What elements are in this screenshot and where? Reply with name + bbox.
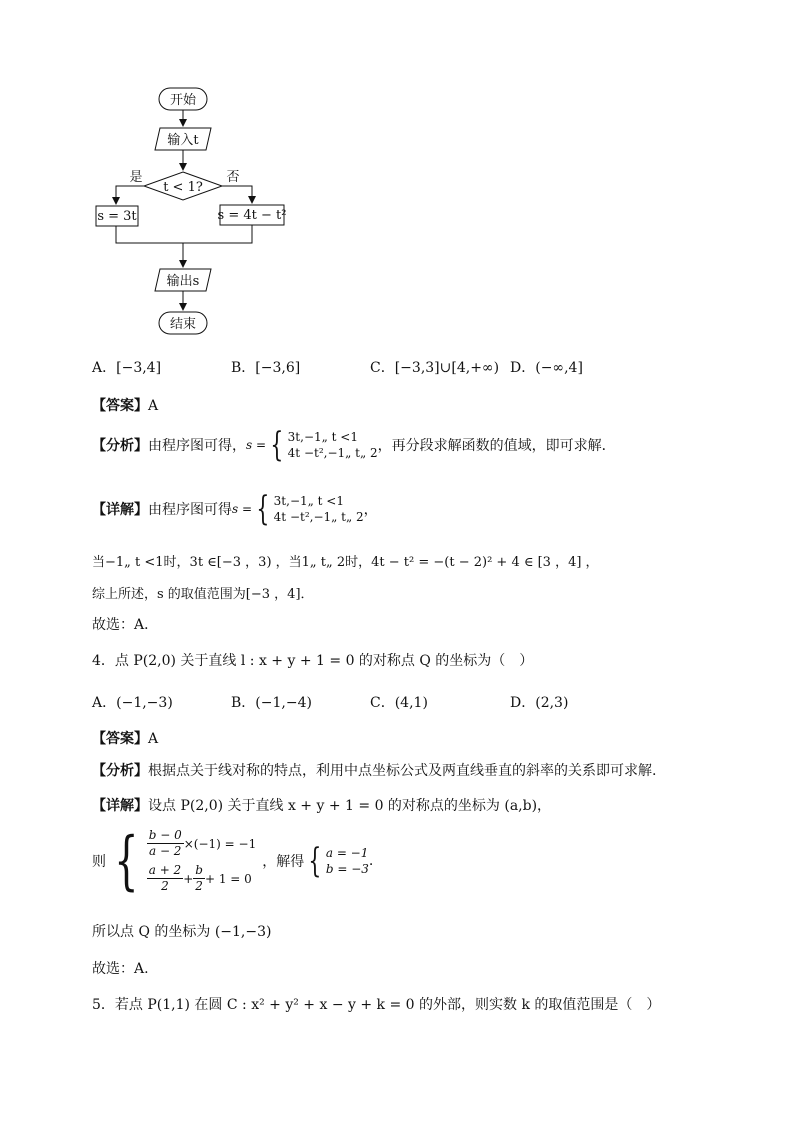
eq1-numerator: b − 0: [148, 828, 182, 842]
solve-label: ，解得: [262, 854, 305, 870]
yes-label: 是: [129, 170, 143, 185]
option-letter: D．: [510, 360, 536, 376]
option-value: (2,3): [535, 695, 569, 711]
then-label: 则: [92, 854, 106, 870]
piecewise: [266, 425, 378, 465]
equation-1: [147, 828, 256, 859]
eq2-numerator-1: a + 2: [148, 863, 182, 877]
q4-option-a[interactable]: [92, 692, 173, 712]
detail-text: 设点 P(2,0) 关于直线 x + y + 1 = 0 的对称点的坐标为 (a,b)，: [148, 798, 552, 814]
analysis-text-end: ，再分段求解函数的值域，即可求解．: [377, 438, 616, 454]
right-box-label: s = 4t − t²: [217, 208, 287, 223]
answer-value: A: [148, 398, 159, 414]
analysis-text: 由程序图可得，: [148, 438, 246, 454]
end-label: 结束: [169, 317, 197, 332]
equation-2: [147, 863, 256, 894]
q4-stem: 4．点 P(2,0) 关于直线 l : x + y + 1 = 0 的对称点 Q 的坐标为（ ）: [92, 653, 534, 669]
q4-option-d[interactable]: [510, 692, 568, 712]
q3-option-a[interactable]: [92, 357, 161, 377]
q3-option-c[interactable]: [370, 357, 499, 377]
option-letter: B．: [231, 695, 256, 711]
option-value: [−3,4]: [116, 360, 162, 376]
q4-analysis: [92, 760, 656, 780]
option-value: (−∞,4]: [535, 360, 583, 376]
option-letter: C．: [370, 360, 395, 376]
piecewise-lhs: s =: [246, 438, 267, 452]
q5-stem: 5．若点 P(1,1) 在圆 C : x² + y² + x − y + k = 0 的外部，则实数 k 的取值范围是（ ）: [92, 997, 661, 1013]
q3-answer: [92, 395, 158, 415]
q4-option-c[interactable]: [370, 692, 428, 712]
q3-option-d[interactable]: [510, 357, 583, 377]
q3-analysis: [92, 425, 616, 465]
solution-b: b = −3: [325, 862, 369, 876]
eq2-rest: + 1 = 0: [204, 871, 252, 886]
q4-system: [92, 824, 374, 898]
answer-label: 【答案】: [92, 731, 148, 747]
brace-icon: {: [308, 841, 322, 881]
analysis-text: 根据点关于线对称的特点，利用中点坐标公式及两直线垂直的斜率的关系即可求解.: [148, 763, 657, 779]
option-value: (−1,−4): [255, 695, 312, 711]
q4-choose: 故选：A.: [92, 961, 149, 977]
input-label: 输入t: [167, 133, 199, 148]
answer-value: A: [148, 731, 159, 747]
output-label: 输出s: [166, 274, 200, 289]
answer-label: 【答案】: [92, 398, 148, 414]
brace-icon: {: [114, 824, 139, 898]
q4-option-b[interactable]: [231, 692, 312, 712]
option-value: [−3,3]∪[4,+∞): [394, 360, 500, 376]
analysis-label: 【分析】: [92, 438, 148, 454]
option-value: [−3,6]: [255, 360, 301, 376]
detail-label: 【详解】: [92, 798, 148, 814]
flowchart: [80, 80, 320, 340]
brace-icon: {: [270, 425, 284, 465]
piecewise-lhs: s =: [232, 502, 253, 516]
detail-label: 【详解】: [92, 502, 148, 518]
eq2-denominator-2: 2: [195, 879, 203, 893]
q3-line3: 故选：A．: [92, 617, 159, 633]
detail-text: 由程序图可得: [148, 502, 232, 518]
option-letter: A．: [92, 360, 117, 376]
eq1-denominator: a − 2: [148, 844, 182, 858]
eq2-plus: +: [183, 871, 194, 886]
piece-case-2: 4t −t²,−1„ t„ 2: [273, 510, 364, 524]
eq1-rest: ×(−1) = −1: [183, 836, 257, 851]
condition-label: t < 1?: [163, 180, 203, 195]
start-label: 开始: [169, 93, 197, 108]
analysis-label: 【分析】: [92, 763, 148, 779]
q4-answer: [92, 728, 158, 748]
detail-text-end: ，: [363, 502, 378, 518]
piece-case-1: 3t,−1„ t <1: [287, 430, 358, 444]
eq2-denominator-1: 2: [161, 879, 169, 893]
brace-icon: {: [256, 489, 270, 529]
no-label: 否: [226, 170, 240, 185]
piece-case-1: 3t,−1„ t <1: [273, 494, 344, 508]
option-letter: C．: [370, 695, 395, 711]
option-letter: D．: [510, 695, 536, 711]
q4-detail: [92, 795, 551, 815]
eq2-numerator-2: b: [195, 863, 203, 877]
q4-conclusion: 所以点 Q 的坐标为 (−1,−3): [92, 924, 272, 940]
solution-end: .: [368, 853, 374, 869]
option-letter: B．: [231, 360, 256, 376]
q3-line2: 综上所述，s 的取值范围为[−3 ，4]．: [92, 587, 314, 602]
piecewise: [252, 489, 364, 529]
left-box-label: s = 3t: [97, 209, 137, 224]
option-letter: A．: [92, 695, 117, 711]
q3-detail: [92, 489, 378, 529]
piece-case-2: 4t −t²,−1„ t„ 2: [287, 446, 378, 460]
option-value: (−1,−3): [116, 695, 173, 711]
solution-a: a = −1: [325, 846, 369, 860]
option-value: (4,1): [394, 695, 428, 711]
q3-option-b[interactable]: [231, 357, 300, 377]
q3-line1: 当−1„ t <1时，3t ∈[−3 ，3) ，当1„ t„ 2时，4t − t² = −(t − 2)² + 4 ∈ [3 ，4] ，: [92, 555, 599, 570]
